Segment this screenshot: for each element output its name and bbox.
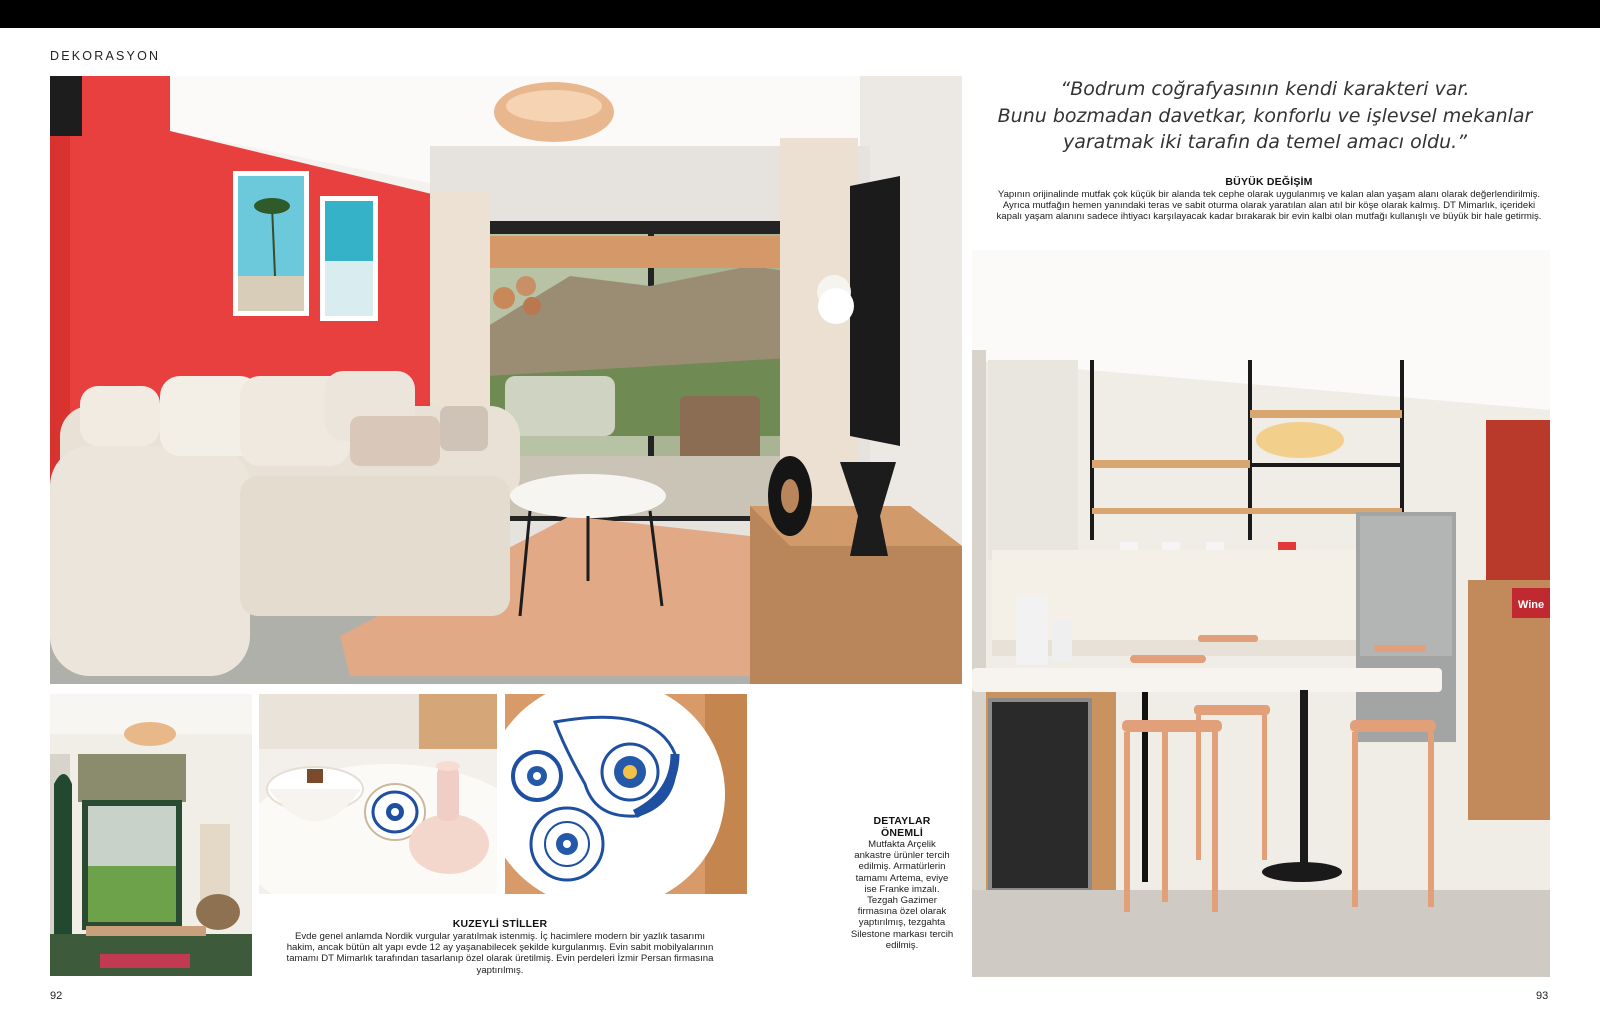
candle-plates-photo xyxy=(259,694,497,894)
small-eye-plate xyxy=(513,752,561,800)
kitchen-photo xyxy=(972,250,1550,977)
page-number-right: 93 xyxy=(1536,990,1549,1002)
quote-line: yaratmak iki tarafın da temel amacı oldu.” xyxy=(1062,131,1468,153)
article-buyuk-degisim xyxy=(995,176,1543,223)
article-heading-line: ÖNEMLİ xyxy=(880,827,924,839)
ocean-poster xyxy=(320,196,378,321)
article-heading: KUZEYLİ STİLLER xyxy=(452,918,548,930)
article-heading: BÜYÜK DEĞİŞİM xyxy=(1225,176,1313,188)
article-body: Yapının orijinalinde mutfak çok küçük bir alanda tek cephe olarak uygulanmış ve kalan alan yaşam alanı olarak değerlendirilmiş. Ayrıca mutfağın hemen yanındaki teras ve sabit oturma olarak yaratılan alan atıl bir köşe olarak kalmış. DT Mimarlık, içerideki kapalı yaşam alanını sadece ihtiyacı karşılayacak kadar bırakarak bir evin kalbi olan mutfağı kullanışlı ve büyük bir hale getirmiş. xyxy=(996,189,1542,223)
article-body: Evde genel anlamda Nordik vurgular yaratılmak istenmiş. İç hacimlere modern bir yazlık tasarımı hakim, ancak bütün alt yapı evde 12 ay yaşanabilecek şekilde kurgulanmış. Evin sabit mobilyalarının tamamı DT Mimarlık tarafından tasarlanıp özel olarak üretilmiş. Evin perdeleri İzmir Persan firmasına yaptırılmış. xyxy=(286,931,714,976)
article-detaylar-onemli xyxy=(850,815,954,951)
bedroom-photo xyxy=(50,694,252,976)
top-black-bar xyxy=(0,0,1600,28)
article-body: Mutfakta Arçelik ankastre ürünler tercih edilmiş. Armatürlerin tamamı Artema, eviye ise Franke imzalı. Tezgah Gazimer firmasına özel olarak yaptırılmış, tezgahta Silestone markası tercih edilmiş. xyxy=(850,839,954,951)
round-eye-plate xyxy=(531,808,603,880)
evil-eye-plates-photo xyxy=(505,694,747,894)
wine-fridge xyxy=(990,700,1090,890)
article-kuzeyli-stiller xyxy=(280,918,720,976)
quote-line: Bunu bozmadan davetkar, konforlu ve işlevsel mekanlar xyxy=(997,104,1533,127)
kitchen-lamp xyxy=(1256,422,1344,458)
pull-quote xyxy=(985,76,1545,156)
living-room-photo xyxy=(50,76,962,684)
section-label: DEKORASYON xyxy=(50,49,161,63)
wine-sign-text: Wine xyxy=(1517,599,1545,611)
quote-line: “Bodrum coğrafyasının kendi karakteri var. xyxy=(1060,78,1470,100)
page-number-left: 92 xyxy=(50,990,63,1002)
article-heading-line: DETAYLAR xyxy=(873,815,931,827)
palm-poster xyxy=(233,171,309,316)
